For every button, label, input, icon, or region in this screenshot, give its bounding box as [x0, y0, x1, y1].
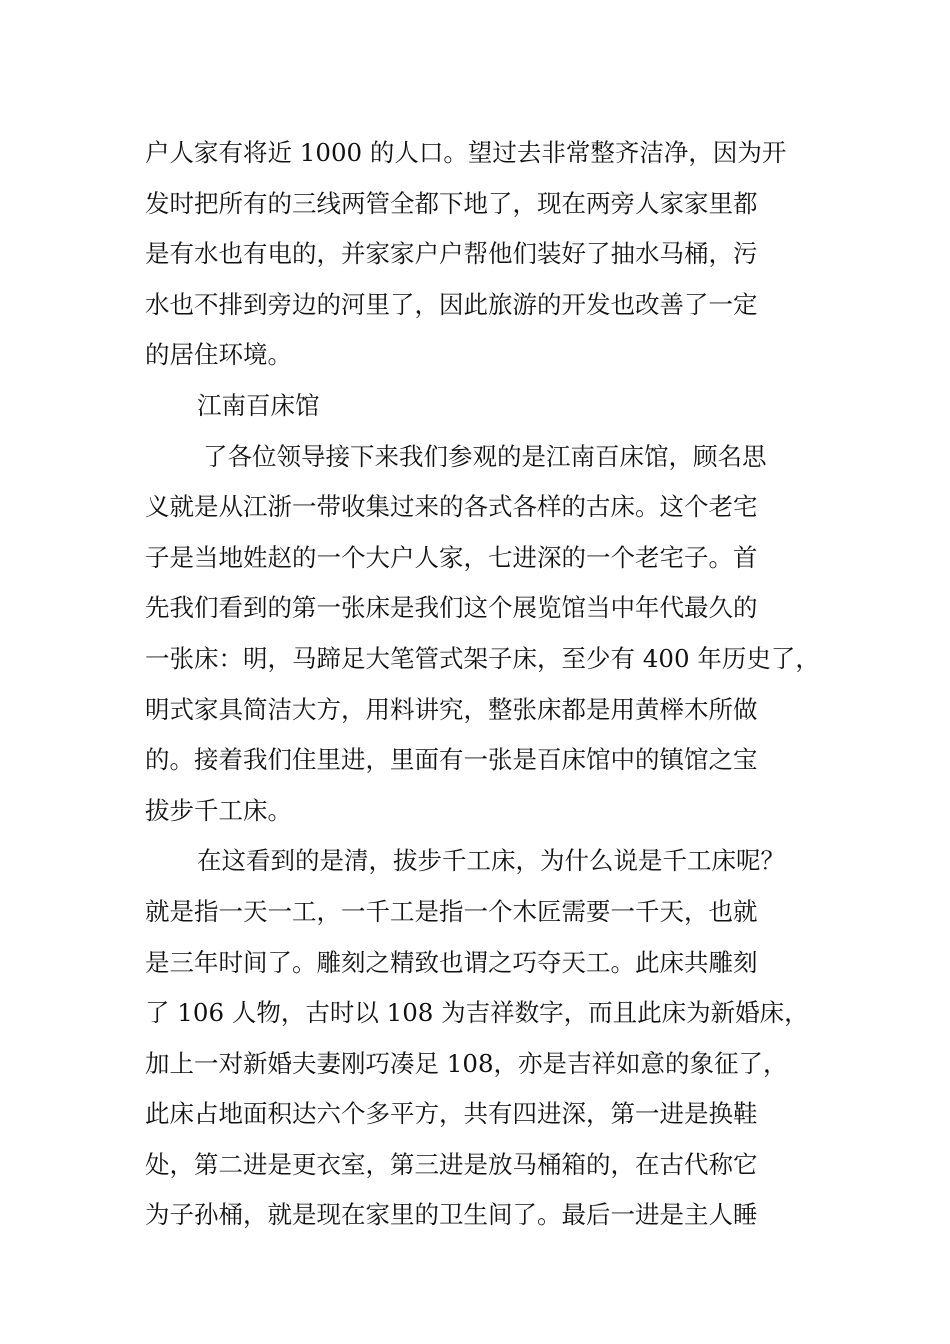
section-heading: 江南百床馆 [197, 390, 320, 420]
text-line: 明式家具简洁大方，用料讲究，整张床都是用黄榉木所做 [145, 694, 758, 724]
text-line: 是三年时间了。雕刻之精致也谓之巧夺天工。此床共雕刻 [145, 947, 758, 977]
text-line: 拔步千工床。 [145, 795, 292, 825]
text-line: 为子孙桶，就是现在家里的卫生间了。最后一进是主人睡 [145, 1200, 758, 1230]
text-line: 发时把所有的三线两管全都下地了，现在两旁人家家里都 [145, 188, 758, 218]
text-line: 此床占地面积达六个多平方，共有四进深，第一进是换鞋 [145, 1099, 758, 1129]
text-line: 就是指一天一工，一千工是指一个木匠需要一千天，也就 [145, 896, 758, 926]
text-line: 先我们看到的第一张床是我们这个展览馆当中年代最久的 [145, 593, 758, 623]
text-line: 子是当地姓赵的一个大户人家，七进深的一个老宅子。首 [145, 542, 758, 572]
text-line: 的。接着我们住里进，里面有一张是百床馆中的镇馆之宝 [145, 745, 758, 775]
text-line: 水也不排到旁边的河里了，因此旅游的开发也改善了一定 [145, 289, 758, 319]
text-line: 户人家有将近 1000 的人口。望过去非常整齐洁净，因为开 [145, 138, 787, 167]
text-line: 的居住环境。 [145, 340, 292, 370]
text-line: 义就是从江浙一带收集过来的各式各样的古床。这个老宅 [145, 492, 758, 522]
text-line: 在这看到的是清，拔步千工床，为什么说是千工床呢？ [197, 846, 785, 876]
body-text [145, 128, 835, 1241]
text-line: 了 106 人物，古时以 108 为吉祥数字，而且此床为新婚床， [145, 998, 809, 1028]
text-line: 是有水也有电的，并家家户户帮他们装好了抽水马桶，污 [145, 239, 758, 269]
text-line: 处，第二进是更衣室，第三进是放马桶箱的，在古代称它 [145, 1149, 758, 1179]
text-line: 一张床：明，马蹄足大笔管式架子床，至少有 400 年历史了， [145, 643, 820, 673]
text-line: 了各位领导接下来我们参观的是江南百床馆，顾名思 [203, 441, 767, 471]
text-line: 加上一对新婚夫妻刚巧凑足 108，亦是吉祥如意的象征了， [145, 1048, 788, 1078]
